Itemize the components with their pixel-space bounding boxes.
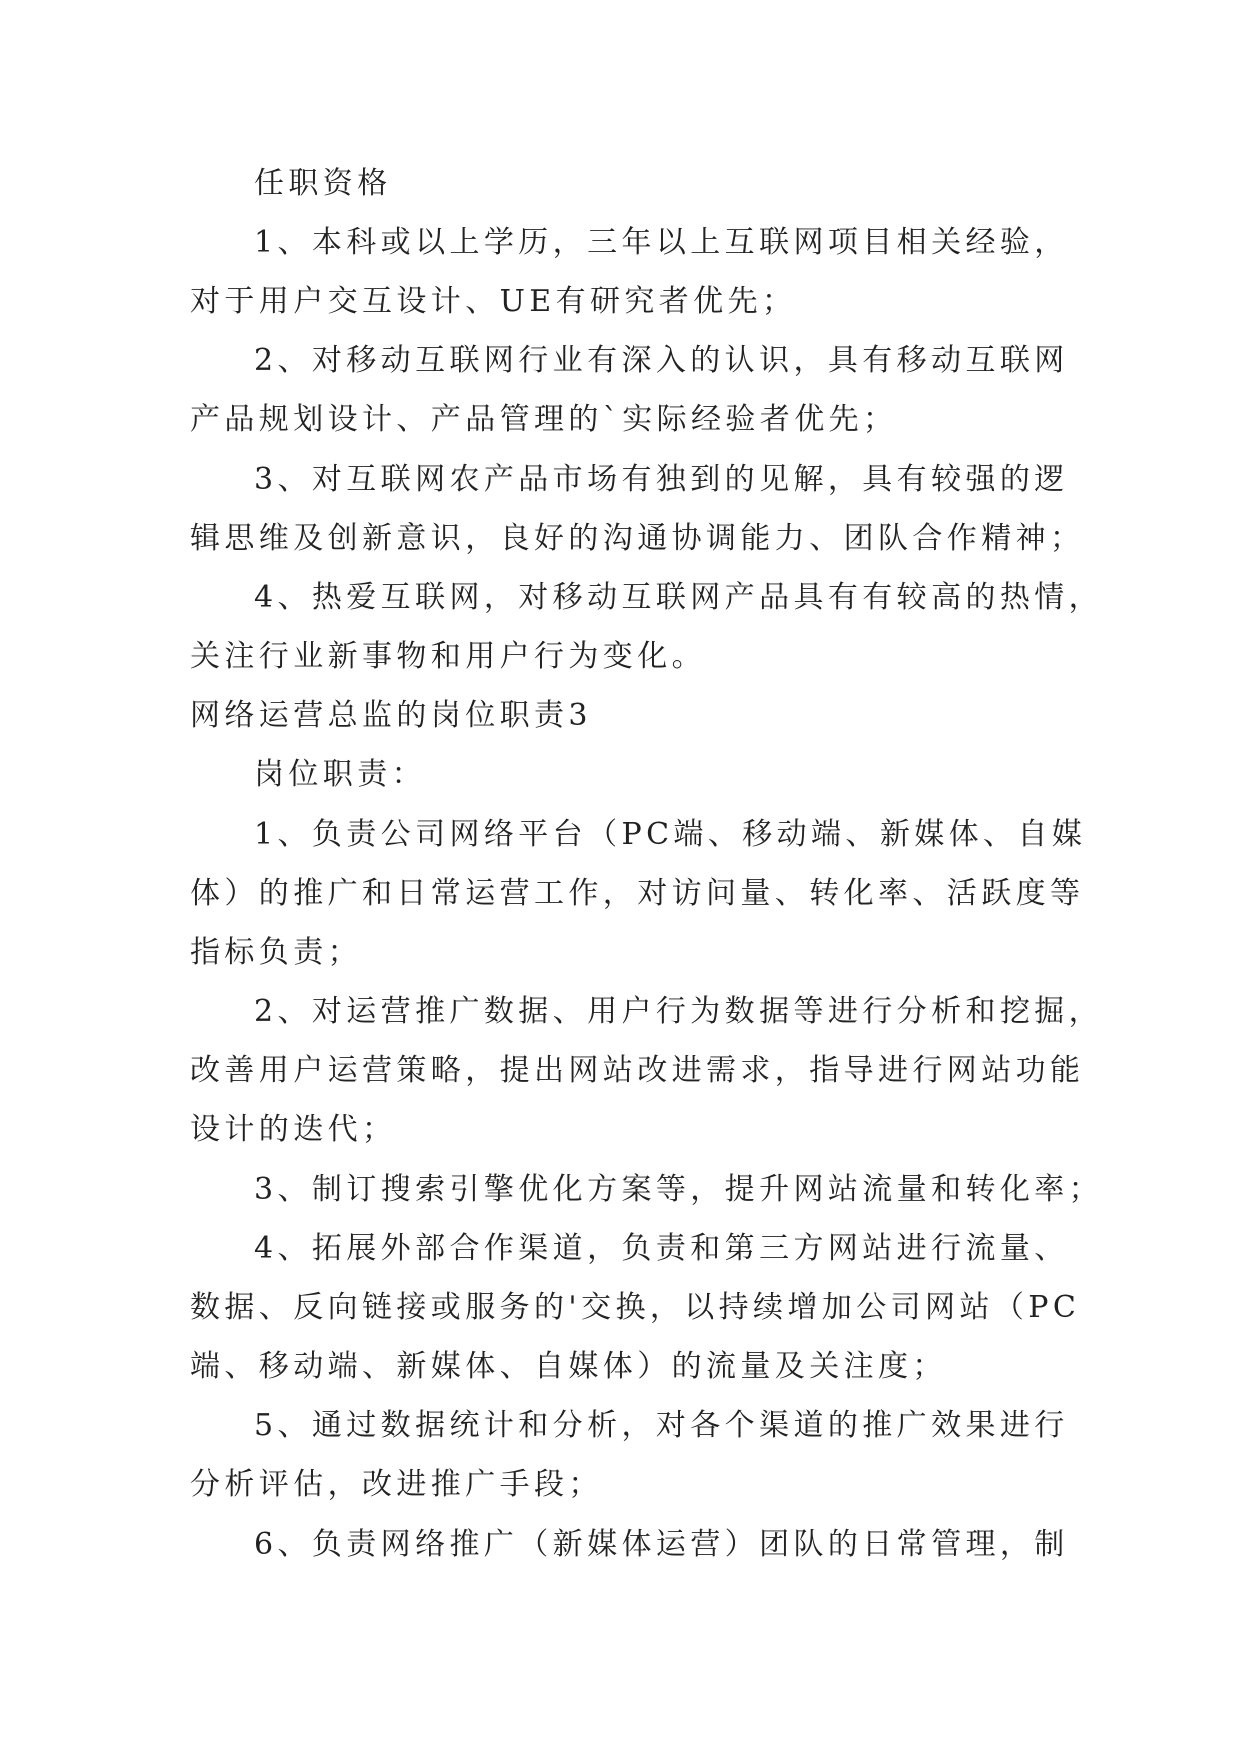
text-line: 3、对互联网农产品市场有独到的见解，具有较强的逻 — [254, 462, 1069, 497]
text-line: 体）的推广和日常运营工作，对访问量、转化率、活跃度等 — [190, 876, 1085, 911]
text-line: 2、对移动互联网行业有深入的认识，具有移动互联网 — [254, 343, 1069, 378]
text-line: 1、负责公司网络平台（PC端、移动端、新媒体、自媒 — [254, 817, 1087, 852]
text-line: 指标负责； — [190, 935, 362, 970]
text-line: 改善用户运营策略，提出网站改进需求，指导进行网站功能 — [190, 1053, 1085, 1088]
text-line: 4、热爱互联网，对移动互联网产品具有有较高的热情， — [254, 580, 1104, 615]
section-title: 网络运营总监的岗位职责3 — [190, 698, 592, 733]
text-line: 分析评估，改进推广手段； — [190, 1467, 603, 1502]
text-line: 1、本科或以上学历，三年以上互联网项目相关经验， — [254, 225, 1069, 260]
text-line: 设计的迭代； — [190, 1112, 397, 1147]
text-line: 4、拓展外部合作渠道，负责和第三方网站进行流量、 — [254, 1231, 1069, 1266]
text-line: 辑思维及创新意识，良好的沟通协调能力、团队合作精神； — [190, 521, 1085, 556]
text-line: 端、移动端、新媒体、自媒体）的流量及关注度； — [190, 1349, 947, 1384]
text-line: 3、制订搜索引擎优化方案等，提升网站流量和转化率； — [254, 1172, 1104, 1207]
heading-job-qualifications: 任职资格 — [254, 166, 392, 201]
text-line: 对于用户交互设计、UE有研究者优先； — [190, 284, 797, 319]
text-line: 6、负责网络推广（新媒体运营）团队的日常管理，制 — [254, 1527, 1069, 1562]
text-line: 数据、反向链接或服务的'交换，以持续增加公司网站（PC — [190, 1290, 1081, 1325]
heading-job-duties: 岗位职责： — [254, 757, 426, 792]
text-line: 2、对运营推广数据、用户行为数据等进行分析和挖掘， — [254, 994, 1104, 1029]
text-line: 5、通过数据统计和分析，对各个渠道的推广效果进行 — [254, 1408, 1069, 1443]
text-line: 关注行业新事物和用户行为变化。 — [190, 639, 706, 674]
text-line: 产品规划设计、产品管理的`实际经验者优先； — [190, 402, 898, 437]
